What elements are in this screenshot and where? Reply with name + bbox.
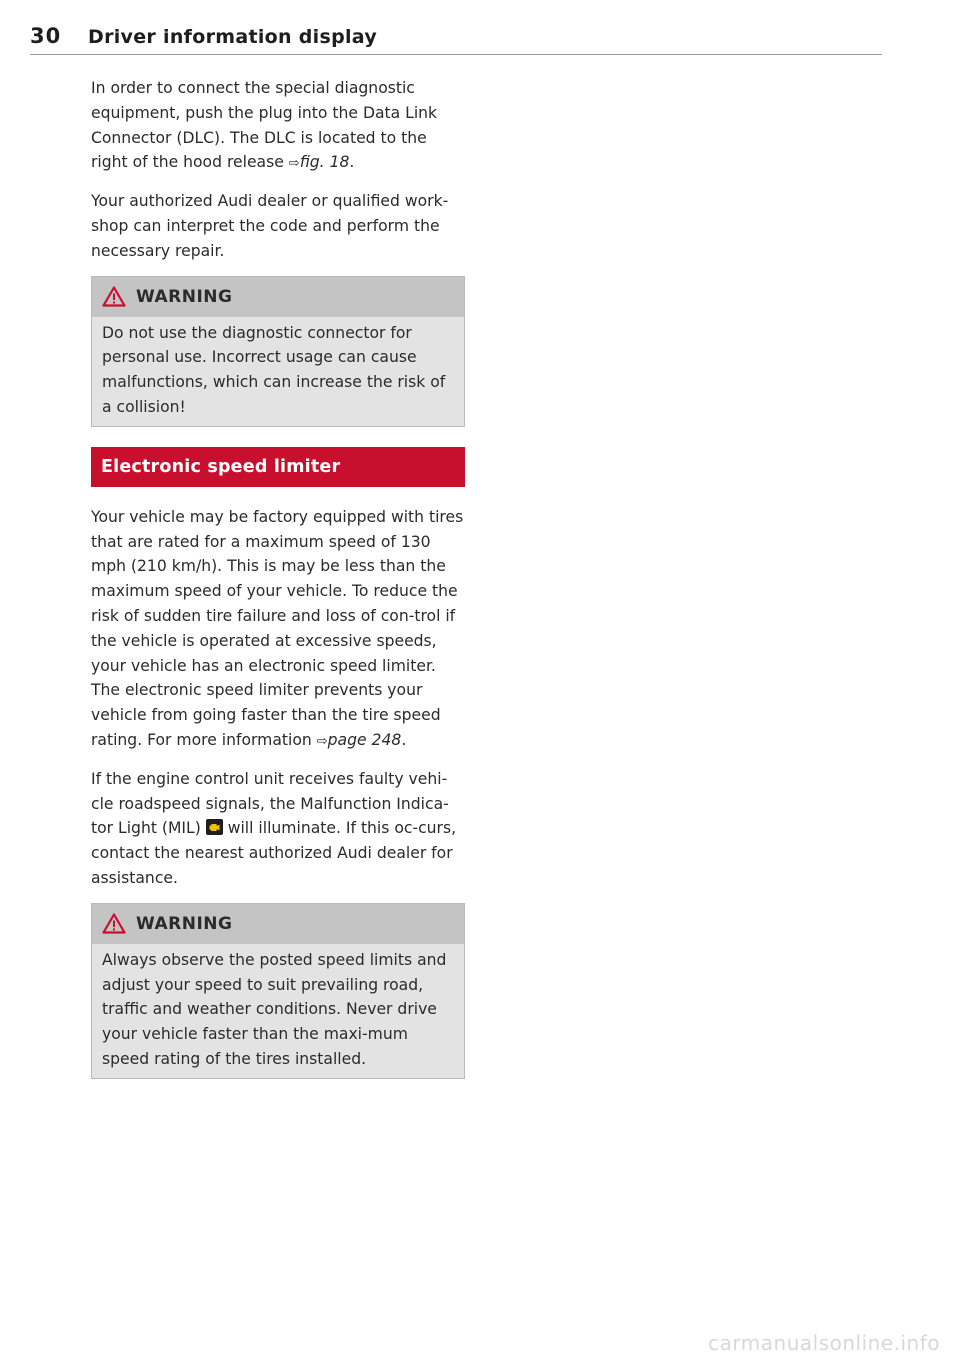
warning-triangle-icon xyxy=(102,913,126,934)
page-reference-text: page 248 xyxy=(327,730,402,749)
warning-text: Always observe the posted speed limits and adjust your speed to suit prevailing road, traffic and weather conditions. Never drive your vehicle faster than the maxi-mum speed rating of the tires installed. xyxy=(92,944,464,1078)
page-reference-link[interactable] xyxy=(317,731,402,749)
reference-arrow-icon: ⇨ xyxy=(288,156,300,172)
engine-malfunction-icon xyxy=(206,819,223,835)
paragraph-dlc-connect xyxy=(91,76,465,177)
warning-box-diagnostic xyxy=(91,276,465,427)
figure-reference-text: fig. 18 xyxy=(299,153,350,172)
page-number: 30 xyxy=(30,24,62,48)
warning-label: WARNING xyxy=(136,286,233,307)
paragraph-text: In order to connect the special diagnostic equipment, push the plug into the Data Link Connector (DLC). The DLC is located to the right of the hood release xyxy=(91,79,438,172)
page-header xyxy=(30,24,882,55)
warning-header xyxy=(92,904,464,944)
watermark: carmanualsonline.info xyxy=(708,1331,940,1355)
warning-text: Do not use the diagnostic connector for personal use. Incorrect usage can cause malfunctions, which can increase the risk of a collision! xyxy=(92,317,464,426)
warning-header xyxy=(92,277,464,317)
warning-triangle-icon xyxy=(102,286,126,307)
section-header-bar xyxy=(91,447,465,487)
paragraph-mil xyxy=(91,767,465,891)
figure-reference-link[interactable] xyxy=(289,153,350,171)
paragraph-dealer: Your authorized Audi dealer or qualified work-shop can interpret the code and perform the necessary repair. xyxy=(91,192,449,260)
paragraph-text-continued: will illuminate. If this oc-curs, contact the nearest authorized Audi dealer for assistance. xyxy=(91,819,457,887)
section-title: Electronic speed limiter xyxy=(101,456,341,477)
paragraph-end: . xyxy=(401,730,407,749)
paragraph-text: If the engine control unit receives faulty vehi-cle roadspeed signals, the Malfunction Indica-tor Light (MIL) xyxy=(91,769,449,838)
warning-label: WARNING xyxy=(136,913,233,934)
chapter-title: Driver information display xyxy=(88,26,378,48)
content-column xyxy=(91,76,465,1099)
paragraph-speed-limiter xyxy=(91,505,465,755)
warning-box-speed xyxy=(91,903,465,1079)
reference-arrow-icon: ⇨ xyxy=(316,733,328,749)
paragraph-end: . xyxy=(349,153,355,172)
paragraph-text: Your vehicle may be factory equipped with tires that are rated for a maximum speed of 130 mph (210 km/h). This is may be less than the maximum speed of your vehicle. To reduce the risk of sudden tire failure and loss of con-trol if the vehicle is operated at excessive speeds, your vehicle has an electronic speed limiter. The electronic speed limiter prevents your vehicle from going faster than the tire speed rating. For more information xyxy=(91,507,464,749)
